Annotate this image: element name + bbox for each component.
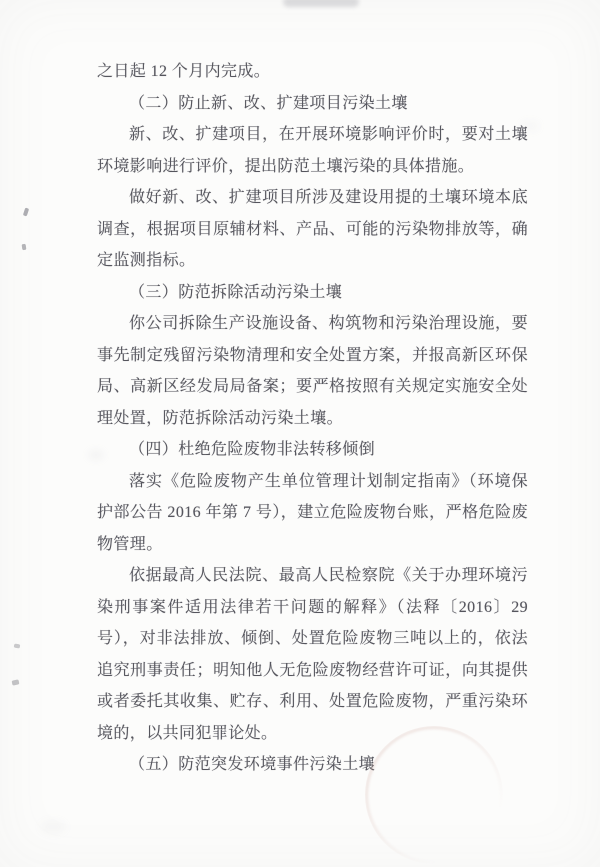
paragraph: （二）防止新、改、扩建项目污染土壤	[129, 94, 408, 112]
ink-speck	[12, 679, 20, 685]
scan-blotch	[520, 120, 540, 132]
text-block	[97, 56, 528, 781]
paragraph: （四）杜绝危险废物非法转移倾倒	[129, 441, 376, 458]
paragraph: 做好新、改、扩建项目所涉及建设用提的土壤环境本底调查，根据项目原辅材料、产品、可能的污染物排放等，确定监测指标。	[97, 189, 528, 269]
paragraph: （五）防范突发环境事件污染土壤	[129, 756, 376, 773]
ink-speck	[14, 644, 21, 649]
seal-imprint	[365, 726, 503, 864]
paragraph: 之日起 12 个月内完成。	[97, 63, 271, 80]
ink-speck	[22, 244, 27, 250]
paragraph: （三）防范拆除活动污染土壤	[129, 283, 343, 301]
ink-speck	[23, 208, 29, 217]
paragraph: 落实《危险废物产生单位管理计划制定指南》（环境保护部公告 2016 年第 7 号），建立危险废物台账，严格危险废物管理。	[97, 472, 528, 553]
paragraph: 依据最高人民法院、最高人民检察院《关于办理环境污染刑事案件适用法律若干问题的解释》（法释〔2016〕29 号），对非法排放、倾倒、处置危险废物三吨以上的，依法追究刑事责任；明知他人无危险废物经营许可证，向其提供或者委托其收集、贮存、利用、处置危险废物，严重污染环境的，以共同犯罪论处。	[97, 567, 528, 742]
bleed-through-smudge	[283, 0, 359, 7]
paragraph: 你公司拆除生产设施设备、构筑物和污染治理设施，要事先制定残留污染物清理和安全处置方案，并报高新区环保局、高新区经发局局备案；要严格按照有关规定实施安全处理处置，防范拆除活动污染土壤。	[97, 315, 528, 427]
scan-blotch	[88, 450, 104, 460]
paragraph: 新、改、扩建项目，在开展环境影响评价时，要对土壤环境影响进行评价，提出防范土壤污染的具体措施。	[97, 126, 528, 175]
scan-blotch	[40, 820, 66, 834]
